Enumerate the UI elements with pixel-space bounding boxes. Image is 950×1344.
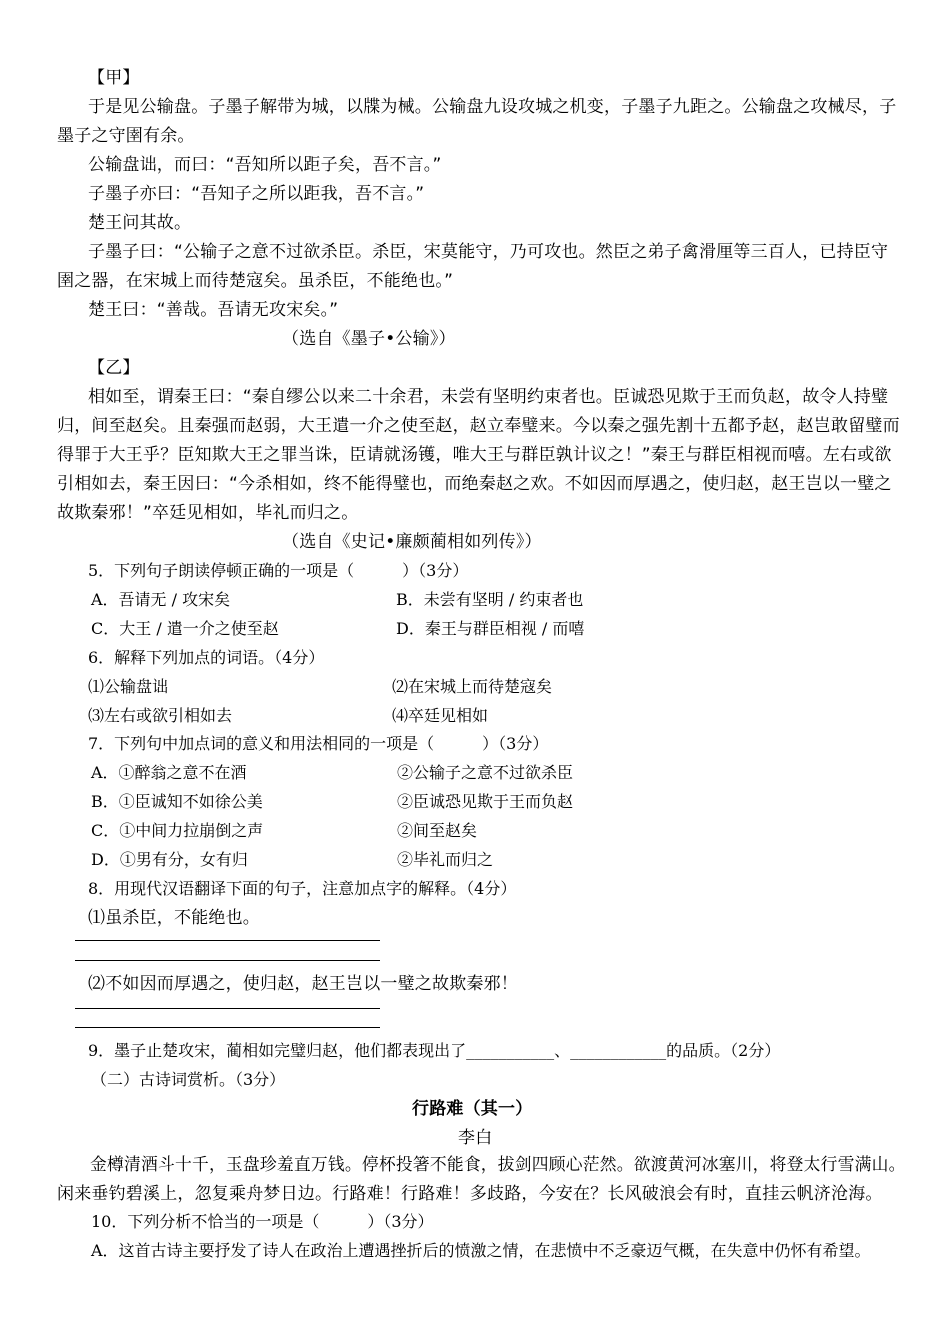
question-7-option-b-1: B．①臣诚知不如徐公美 (91, 792, 263, 811)
passage-jia-line: 楚王问其故。 (88, 213, 192, 233)
question-6-item-2: ⑵在宋城上而待楚寇矣 (392, 677, 553, 696)
poem-line-1: 金樽清酒斗十千，玉盘珍羞直万钱。停杯投箸不能食，拔剑四顾心茫然。欲渡黄河冰塞川，将登太行雪满山。 (90, 1155, 906, 1175)
passage-yi-source: （选自《史记•廉颇蔺相如列传》） (282, 532, 542, 552)
passage-yi-line: 相如至，谓秦王曰：“秦自缪公以来二十余君，未尝有坚明约束者也。臣诚恐见欺于王而负赵，故令人持璧 (88, 387, 889, 407)
question-7-option-c-2: ②间至赵矣 (397, 821, 478, 840)
passage-jia-heading: 【甲】 (88, 68, 140, 88)
question-7-option-a-2: ②公输子之意不过欲杀臣 (397, 763, 574, 782)
passage-jia-line: 公输盘诎，而曰：“吾知所以距子矣，吾不言。” (88, 155, 442, 175)
question-5-option-b: B．未尝有坚明 / 约束者也 (396, 590, 584, 609)
passage-jia-line: 墨子之守圉有余。 (57, 126, 195, 146)
answer-line[interactable] (75, 960, 380, 961)
passage-jia-line: 子墨子曰：“公输子之意不过欲杀臣。杀臣，宋莫能守，乃可攻也。然臣之弟子禽滑厘等三百人，已持臣守 (88, 242, 889, 262)
question-10-stem: 10．下列分析不恰当的一项是（ ）（3分） (91, 1212, 434, 1231)
passage-jia-line: 圉之器，在宋城上而待楚寇矣。虽杀臣，不能绝也。” (57, 271, 454, 291)
question-7-option-d-1: D．①男有分，女有归 (91, 850, 248, 869)
question-7-option-b-2: ②臣诚恐见欺于王而负赵 (397, 792, 574, 811)
passage-yi-line: 引相如去，秦王因曰：“今杀相如，终不能得璧也，而绝秦赵之欢。不如因而厚遇之，使归赵，赵王岂以一璧之 (57, 474, 892, 494)
passage-jia-line: 子墨子亦曰：“吾知子之所以距我，吾不言。” (88, 184, 425, 204)
question-8-sentence-1: ⑴虽杀臣，不能绝也。 (88, 908, 260, 928)
question-7-option-d-2: ②毕礼而归之 (397, 850, 494, 869)
answer-line[interactable] (75, 1008, 380, 1009)
poem-title: 行路难（其一） (412, 1099, 533, 1119)
passage-yi-heading: 【乙】 (88, 358, 140, 378)
passage-jia-source: （选自《墨子•公输》） (282, 329, 456, 349)
question-6-item-4: ⑷卒廷见相如 (392, 706, 489, 725)
answer-line[interactable] (75, 1027, 380, 1028)
question-7-stem: 7．下列句中加点词的意义和用法相同的一项是（ ）（3分） (88, 734, 549, 753)
passage-yi-line: 得罪于大王乎？臣知欺大王之罪当诛，臣请就汤镬，唯大王与群臣孰计议之！”秦王与群臣相视而嘻。左右或欲 (57, 445, 892, 465)
question-6-stem: 6．解释下列加点的词语。（4分） (88, 648, 325, 667)
question-6-item-3: ⑶左右或欲引相如去 (88, 706, 233, 725)
poem-author: 李白 (458, 1128, 493, 1148)
passage-jia-line: 楚王曰：“善哉。吾请无攻宋矣。” (88, 300, 339, 320)
question-9-text: 9．墨子止楚攻宋，蔺相如完璧归赵，他们都表现出了___________、____________的品质。（2分） (88, 1041, 781, 1060)
question-8-stem: 8．用现代汉语翻译下面的句子，注意加点字的解释。（4分） (88, 879, 517, 898)
question-6-item-1: ⑴公输盘诎 (88, 677, 169, 696)
question-7-option-c-1: C．①中间力拉崩倒之声 (91, 821, 264, 840)
passage-jia-line: 于是见公输盘。子墨子解带为城，以牒为械。公输盘九设攻城之机变，子墨子九距之。公输盘之攻械尽，子 (88, 97, 897, 117)
question-8-sentence-2: ⑵不如因而厚遇之，使归赵，赵王岂以一璧之故欺秦邪！ (88, 974, 518, 994)
passage-yi-line: 归，间至赵矣。且秦强而赵弱，大王遣一介之使至赵，赵立奉璧来。今以秦之强先割十五都予赵，赵岂敢留璧而 (57, 416, 900, 436)
question-5-option-d: D．秦王与群臣相视 / 而嘻 (396, 619, 585, 638)
poem-line-2: 闲来垂钓碧溪上，忽复乘舟梦日边。行路难！行路难！多歧路，今安在？长风破浪会有时，直挂云帆济沧海。 (57, 1184, 883, 1204)
question-5-stem: 5．下列句子朗读停顿正确的一项是（ ）（3分） (88, 561, 469, 580)
answer-line[interactable] (75, 940, 380, 941)
question-10-option-a: A．这首古诗主要抒发了诗人在政治上遭遇挫折后的愤激之情，在悲愤中不乏豪迈气概，在失意中仍怀有希望。 (91, 1241, 871, 1260)
question-5-option-c: C．大王 / 遣一介之使至赵 (91, 619, 279, 638)
question-5-option-a: A．吾请无 / 攻宋矣 (91, 590, 231, 609)
passage-yi-line: 故欺秦邪！”卒廷见相如，毕礼而归之。 (57, 503, 359, 523)
question-7-option-a-1: A．①醉翁之意不在酒 (91, 763, 247, 782)
section-poetry-heading: （二）古诗词赏析。（3分） (91, 1070, 286, 1089)
